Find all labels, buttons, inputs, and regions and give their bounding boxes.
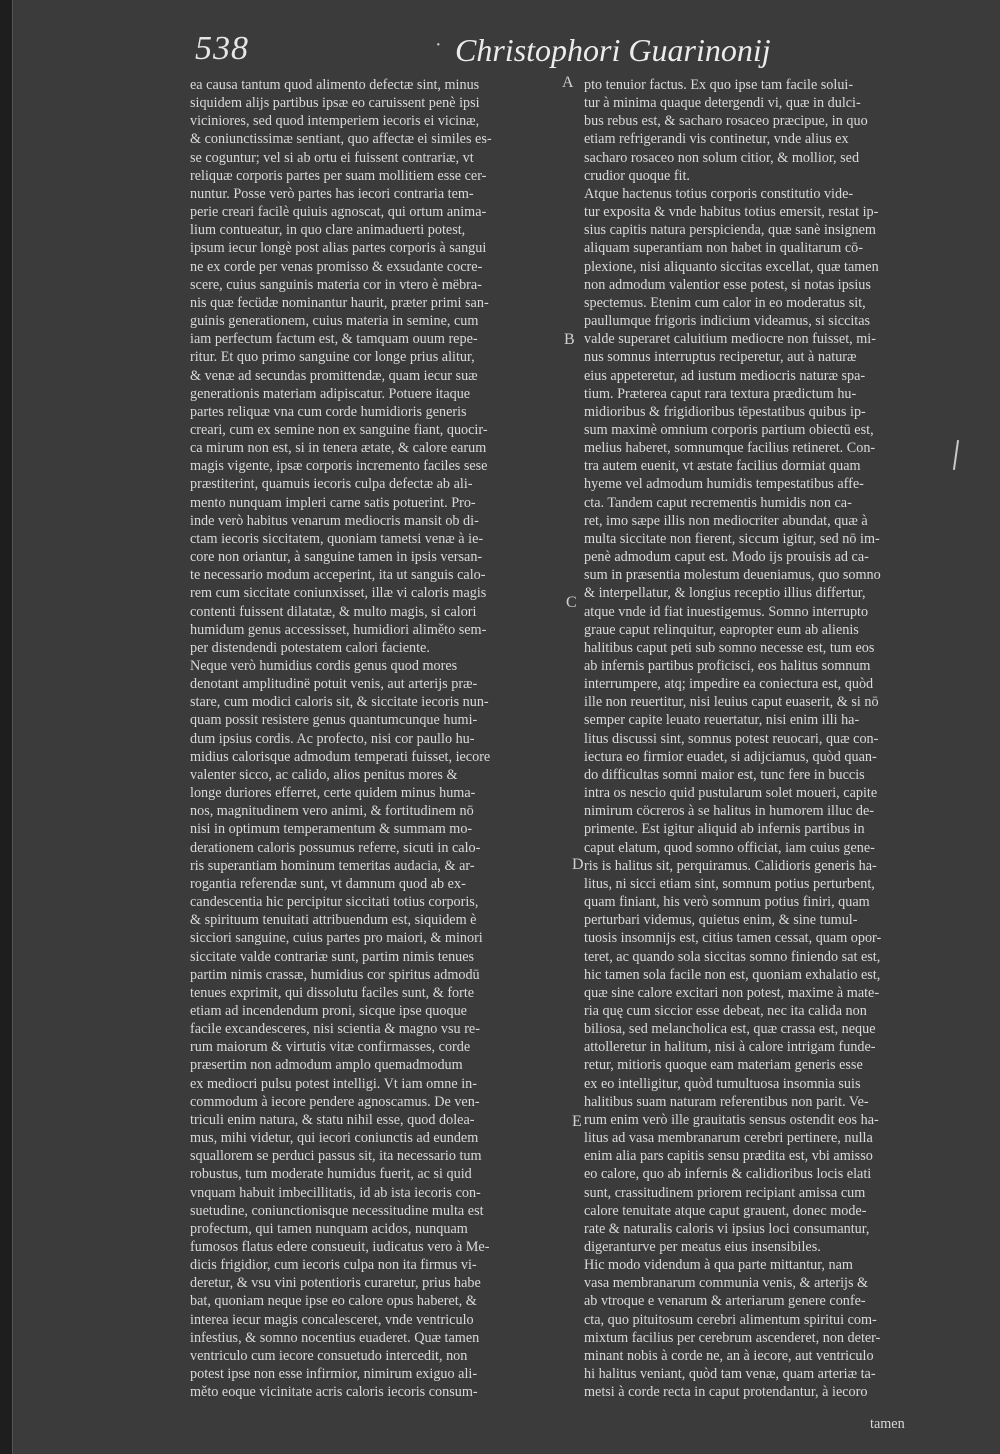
right-column-line: halitibus caput peti sub somno necesse est, tum eos bbox=[584, 639, 875, 656]
margin-letter-c: C bbox=[566, 594, 577, 611]
right-column-line: retur, mitioris quoque eam materiam generis esse bbox=[584, 1057, 863, 1074]
left-column-line: potest ipse non esse infirmior, nimirum exiguo ali- bbox=[190, 1366, 478, 1383]
left-column-line: mus, mihi videtur, qui iecori coniunctis ad eundem bbox=[190, 1130, 479, 1147]
right-column-line: litus discussi sint, somnus potest reuocari, quæ con- bbox=[584, 730, 879, 747]
catchword: tamen bbox=[870, 1416, 905, 1432]
left-column-line: nos, magnitudinem vero animi, & fortitudinem nō bbox=[190, 803, 474, 820]
right-column-line: aliquam superantiam non habet in qualitarum cō- bbox=[584, 240, 863, 257]
right-column-line: digeranturve per meatus eius insensibiles. bbox=[584, 1239, 821, 1255]
left-column-line: te necessario modum acceperint, ita ut sanguis calo- bbox=[190, 567, 486, 584]
right-column-line: semper capite leuato reuertatur, nisi enim illi ha- bbox=[584, 712, 860, 729]
left-column-line: ex mediocri pulsu potest intelligi. Vt iam omne in- bbox=[190, 1075, 477, 1092]
right-column-line: sunt, crassitudinem priorem recipiant amissa cum bbox=[584, 1184, 866, 1201]
right-column-line: vasa membranarum communia venis, & arterijs & bbox=[584, 1275, 869, 1292]
left-column-line: generationis materiam adipiscatur. Potuere itaque bbox=[190, 385, 471, 402]
right-column-line: minant nobis à corde ne, an à iecore, aut ventriculo bbox=[584, 1347, 874, 1364]
right-column-line: caput elatum, quod somno officiat, iam cuius gene- bbox=[584, 839, 875, 856]
left-column-line: candescentia hic percipitur siccitati totius corporis, bbox=[190, 894, 479, 911]
left-column-line: nisi in optimum temperamentum & summam mo- bbox=[190, 821, 473, 838]
left-column-line: creari, cum ex semine non ex sanguine fiant, quocir- bbox=[190, 421, 488, 438]
right-column-line: multa siccitate non fierent, siccum igitur, sed nō im- bbox=[584, 530, 880, 547]
right-column-line: interrumpere, atq; impedire ea coniectura est, quòd bbox=[584, 676, 874, 693]
right-column-line: mixtum facilius per cerebrum ascenderet, non deter- bbox=[584, 1329, 881, 1346]
left-column-line: longe duriores efferret, certe quidem minus huma- bbox=[190, 785, 476, 802]
left-column-line: ca mirum non est, si in tenera ætate, & calore earum bbox=[190, 440, 487, 457]
margin-letter-a: A bbox=[562, 74, 574, 91]
right-column-line: ris is halitus sit, perquiramus. Calidioris generis ha- bbox=[584, 857, 877, 874]
left-column-line: bat, quoniam neque ipse eo calore opus haberet, & bbox=[190, 1293, 477, 1310]
right-column-line: tur à minima quaque detergendi vi, quæ in dulci- bbox=[584, 95, 861, 112]
left-column-line: profectum, qui tamen nunquam acidos, nunquam bbox=[190, 1220, 468, 1237]
text-column-right bbox=[584, 76, 958, 1401]
right-column-line: penè admodum caput est. Modo ijs prouisis ad ca- bbox=[584, 549, 869, 566]
right-column-line: ab infernis partibus proficisci, eos halitus somnum bbox=[584, 658, 871, 674]
left-column-line: partes reliquæ vna cum corde humidioris generis bbox=[190, 403, 467, 420]
left-column-line: midius calorisque admodum temperati fuisset, iecore bbox=[190, 748, 491, 765]
left-column-line: commodum à iecore pendere agnoscamus. De ven- bbox=[190, 1093, 480, 1110]
left-column-line: core non oriantur, à sanguine tamen in ipsis versan- bbox=[190, 549, 483, 566]
left-column-line: magis vigente, ipsæ corporis incremento faciles sese bbox=[190, 458, 488, 475]
right-column-line: midioribus & frigidioribus tēpestatibus quibus ip- bbox=[584, 403, 866, 420]
right-column-line: quæ sine calore excitari non potest, maxime à mate- bbox=[584, 984, 880, 1001]
right-column-line: sum in præsentia molestum deueniamus, quo somno bbox=[584, 567, 881, 584]
left-column-line: siquidem alijs partibus ipsæ eo caruissent penè ipsi bbox=[190, 95, 480, 112]
right-column-line: sacharo rosaceo non solum citior, & mollior, sed bbox=[584, 149, 860, 166]
margin-letter-e: E bbox=[572, 1113, 582, 1130]
left-column-line: perie creari facilè quiuis agnoscat, qui ortum anima- bbox=[190, 204, 487, 221]
left-column-line: reliquæ corporis partes per suam mollitiem esse cer- bbox=[190, 167, 487, 184]
left-column-line: suetudine, coniunctionisque necessitudine multa est bbox=[190, 1202, 484, 1219]
left-column-line: facile excandesceres, nisi scientia & magno vsu re- bbox=[190, 1021, 480, 1038]
right-column-line: nimirum cöcreros à se halitus in humorem illuc de- bbox=[584, 803, 874, 820]
right-column-line: quam finiant, his verò somnum potius finiri, quam bbox=[584, 894, 870, 911]
page-number: 538 bbox=[195, 30, 249, 67]
left-column-line: stare, cum modici caloris sit, & siccitate iecoris nun- bbox=[190, 694, 489, 711]
header-separator: · bbox=[435, 34, 442, 56]
right-column-line: Atque hactenus totius corporis constitutio vide- bbox=[584, 185, 854, 202]
right-column-line: iectura eo firmior euadet, si adijciamus, quòd quan- bbox=[584, 748, 877, 765]
page-edge-shadow bbox=[0, 0, 13, 1454]
right-column-line: enim alia pars capitis sensu prædita est, vbi amisso bbox=[584, 1148, 873, 1165]
right-column-line: biliosa, sed melancholica est, quæ crassa est, neque bbox=[584, 1021, 876, 1038]
left-column-line: guinis generationem, cuius materia in semine, cum bbox=[190, 313, 479, 330]
right-column-line: paullumque frigoris indicium videamus, si siccitas bbox=[584, 313, 871, 330]
running-header bbox=[195, 30, 955, 74]
right-column-line: sius capitis natura perspicienda, quæ sanè insignem bbox=[584, 222, 876, 239]
left-column-line: per distendendi potestatem calori faciente. bbox=[190, 639, 430, 656]
left-column-line: ea causa tantum quod alimento defectæ sint, minus bbox=[190, 77, 480, 93]
right-column-line: teret, ac quando sola siccitas somno finiendo sat est, bbox=[584, 948, 881, 965]
left-column-line: deretur, & vsu vini potentioris curaretur, prius habe bbox=[190, 1275, 481, 1292]
right-column-line: hi halitus veniant, quòd tam venæ, quam arteriæ ta- bbox=[584, 1366, 876, 1383]
left-column-line: dum ipsius cordis. Ac profecto, nisi cor paullo hu- bbox=[190, 730, 475, 747]
left-column-line: sicciori sanguine, cuius partes pro maiori, & minori bbox=[190, 930, 483, 947]
right-column-line: crudior quoque fit. bbox=[584, 167, 690, 184]
left-column-line: squallorem se perduci passus sit, ita necessario tum bbox=[190, 1148, 482, 1165]
left-column-line: nuntur. Posse verò partes has iecori contraria tem- bbox=[190, 185, 474, 202]
left-column-line: robustus, tum moderate humidus fuerit, ac si quid bbox=[190, 1166, 472, 1183]
left-column-line: & coniunctissimæ sentiant, quo affectæ ei similes es- bbox=[190, 131, 492, 148]
right-column-line: plexione, nisi aliquanto siccitas excellat, quæ tamen bbox=[584, 258, 879, 275]
right-column-line: do difficultas somni maior est, tunc fere in buccis bbox=[584, 766, 865, 783]
left-column-line: derationem caloris possumus referre, sicuti in calo- bbox=[190, 839, 481, 856]
left-column-line: ventriculo cum iecore consuetudo intercedit, non bbox=[190, 1347, 468, 1364]
left-column-line: lium contueatur, in quo clare animaduerti potest, bbox=[190, 222, 466, 239]
right-column-line: hic tamen sola facile non est, quoniam exhalatio est, bbox=[584, 966, 881, 983]
right-column-line: bus rebus est, & sacharo rosaceo præcipue, in quo bbox=[584, 113, 868, 130]
left-column-line: se coguntur; vel si ab ortu ei fuissent contrariæ, vt bbox=[190, 149, 474, 166]
left-column-line: tenues exprimit, qui dissolutu faciles sunt, & forte bbox=[190, 984, 475, 1001]
right-column-line: attolleretur in halitum, nisi à calore intrigam funde- bbox=[584, 1039, 876, 1056]
margin-letter-d: D bbox=[572, 856, 584, 873]
right-column-line: metsi à corde recta in caput protendantur, à iecoro bbox=[584, 1384, 868, 1401]
right-column-line: litus ad vasa membranarum cerebri pertinere, nulla bbox=[584, 1130, 873, 1147]
right-column-line: spectemus. Etenim cum calor in eo moderatus sit, bbox=[584, 294, 866, 311]
right-column-line: sum maximè omnium corporis partium obiectū est, bbox=[584, 421, 874, 438]
right-column-line: calore tenuitate atque caput grauent, donec mode- bbox=[584, 1202, 867, 1219]
left-column-line: triculi enim natura, & statu nihil esse, quod dolea- bbox=[190, 1111, 475, 1128]
left-column-line: rem cum siccitate coniunxisset, illæ vi caloris magis bbox=[190, 585, 487, 602]
left-column-line: fumosos flatus edere consueuit, iudicatus vero à Me- bbox=[190, 1239, 490, 1255]
left-column-line: ipsum iecur longè post alias partes corporis à sangui bbox=[190, 240, 487, 257]
left-column-line: ctam iecoris siccitatem, quoniam tametsi venæ à ie- bbox=[190, 530, 484, 547]
right-column-line: eius appeteretur, ad iustum mediocris naturæ spa- bbox=[584, 367, 866, 384]
left-column-line: scere, cuius sanguinis materia cor in vtero è mëbra- bbox=[190, 276, 482, 293]
right-column-line: ret, imo sæpe illis non mediocriter abundat, quæ à bbox=[584, 512, 868, 529]
left-column-line: rogantia referendæ sunt, vt damnum quod ab ex- bbox=[190, 875, 466, 892]
right-column-line: tium. Præterea caput rara textura prædictum hu- bbox=[584, 385, 857, 402]
left-column-line: měto eoque vicinitate acris caloris iecoris consum- bbox=[190, 1384, 478, 1401]
left-column-line: vnquam habuit imbecillitatis, id ab ista iecoris con- bbox=[190, 1184, 481, 1201]
right-column-line: rum enim verò ille grauitatis sensus ostendit eos ha- bbox=[584, 1111, 879, 1128]
right-column-line: non admodum valentior esse potest, si notas ipsius bbox=[584, 276, 871, 293]
running-title: Christophori Guarinonij bbox=[455, 32, 771, 68]
right-column-line: melius haberet, somnumque facilius retineret. Con- bbox=[584, 440, 876, 457]
right-column-line: & interpellatur, & longius receptio illius differtur, bbox=[584, 585, 866, 602]
left-column-line: viciniores, sed quod intemperiem iecoris ei vicinæ, bbox=[190, 113, 480, 130]
left-column-line: mento nunquam impleri carne satis potuerint. Pro- bbox=[190, 494, 476, 511]
left-column-line: quam possit resistere genus quantumcunque humi- bbox=[190, 712, 478, 729]
right-column-line: ex eo intelligitur, quòd tumultuosa insomnia suis bbox=[584, 1075, 861, 1092]
right-column-line: litus, ni sicci etiam sint, somnum potius perturbent, bbox=[584, 875, 875, 892]
right-column-line: valde superaret caluitium mediocre non fuisset, mi- bbox=[584, 331, 876, 348]
right-column-line: tur exposita & vnde habitus totius emersit, restat ip- bbox=[584, 204, 879, 221]
left-column-line: siccitate valde contrariæ sunt, partim nimis tenues bbox=[190, 948, 475, 965]
left-column-line: denotant amplitudinë potuit venis, aut arterijs præ- bbox=[190, 676, 478, 693]
left-column-line: interea iecur magis concalesceret, vnde ventriculo bbox=[190, 1311, 474, 1328]
left-column-line: præstiterint, quamuis iecoris culpa defectæ ab ali- bbox=[190, 476, 473, 493]
left-column-line: infestius, & somno nocentius euaderet. Quæ tamen bbox=[190, 1329, 480, 1346]
left-column-line: ritur. Et quo primo sanguine cor longe prius alitur, bbox=[190, 349, 475, 366]
left-column-line: partim nimis crassæ, humidius cor spiritus admodū bbox=[190, 966, 480, 983]
left-column-line: & spirituum tenuitati attribuendum est, siquidem è bbox=[190, 912, 477, 929]
right-column-line: Hic modo videndum à qua parte mittantur, nam bbox=[584, 1257, 853, 1274]
left-column-line: præsertim non admodum amplo quemadmodum bbox=[190, 1057, 463, 1074]
right-column-line: rate & naturalis caloris vi ipsius loci consumantur, bbox=[584, 1220, 870, 1237]
right-column-line: intra os nescio quid pustularum solet moueri, capite bbox=[584, 785, 878, 802]
right-column-line: nus somnus interruptus reciperetur, aut à naturæ bbox=[584, 349, 857, 366]
right-column-line: ab vtroque e venarum & arteriarum genere confe- bbox=[584, 1293, 866, 1310]
right-column-line: hyeme vel admodum humidis tempestatibus affe- bbox=[584, 476, 864, 493]
right-column-line: ille non reuertitur, nisi leuius caput euaserit, & si nō bbox=[584, 694, 879, 711]
right-column-line: etiam refrigerandi vis continetur, vnde alius ex bbox=[584, 131, 849, 148]
left-column-line: & venæ ad secundas promittendæ, quam iecur suæ bbox=[190, 367, 478, 384]
left-column-line: contenti fuissent dilatatæ, & multo magis, si calori bbox=[190, 603, 477, 620]
left-column-line: nis quæ fecüdæ nominantur haurit, præter primi san- bbox=[190, 294, 489, 311]
right-column-line: ria quę cum siccior esse debeat, nec ita calida non bbox=[584, 1002, 867, 1019]
right-column-line: atque vnde id fiat inuestigemus. Somno interrupto bbox=[584, 603, 869, 620]
right-column-line: pto tenuior factus. Ex quo ipse tam facile solui- bbox=[584, 77, 854, 93]
left-column-line: rum maiorum & virtutis vitæ confirmasses, corde bbox=[190, 1039, 471, 1056]
right-column-line: eo calore, quo ab infernis & calidioribus locis elati bbox=[584, 1166, 872, 1183]
margin-letter-b: B bbox=[564, 331, 575, 348]
left-column-line: ris superantiam hominum temeritas audacia, & ar- bbox=[190, 857, 475, 874]
text-column-left bbox=[190, 76, 562, 1401]
right-column-line: tuosis insomnijs est, citius tamen cessat, quam opor- bbox=[584, 930, 882, 947]
left-column-line: dicis frigidior, cum iecoris culpa non ita firmus vi- bbox=[190, 1257, 477, 1274]
left-column-line: inde verò habitus venarum mediocris mansit ob di- bbox=[190, 512, 479, 529]
right-column-line: primente. Est igitur aliquid ab infernis partibus in bbox=[584, 821, 865, 838]
right-column-line: graue caput relinquitur, eapropter eum ab alienis bbox=[584, 621, 859, 638]
left-column-line: Neque verò humidius cordis genus quod mores bbox=[190, 658, 458, 674]
left-column-line: humidum genus accessisset, humidiori aliměto sem- bbox=[190, 621, 487, 638]
left-column-line: ne ex corde per venas promisso & exsudante cocre- bbox=[190, 258, 483, 275]
right-column-line: cta, quo pituitosum cerebri alimentum spiritui com- bbox=[584, 1311, 877, 1328]
left-column-line: valenter sicco, ac calido, alios penitus mores & bbox=[190, 766, 458, 783]
left-column-line: etiam ad incendendum proni, sicque ipse quoque bbox=[190, 1002, 467, 1019]
right-column-line: perturbari videmus, quietus enim, & sine tumul- bbox=[584, 912, 858, 929]
right-column-line: tra autem euenit, vt æstate facilius dormiat quam bbox=[584, 458, 861, 475]
right-column-line: cta. Tandem caput recrementis humidis non ca- bbox=[584, 494, 852, 511]
left-column-line: iam perfectum factum est, & tamquam ouum repe- bbox=[190, 331, 478, 348]
right-column-line: halitibus suam naturam referentibus non parit. Ve- bbox=[584, 1093, 869, 1110]
